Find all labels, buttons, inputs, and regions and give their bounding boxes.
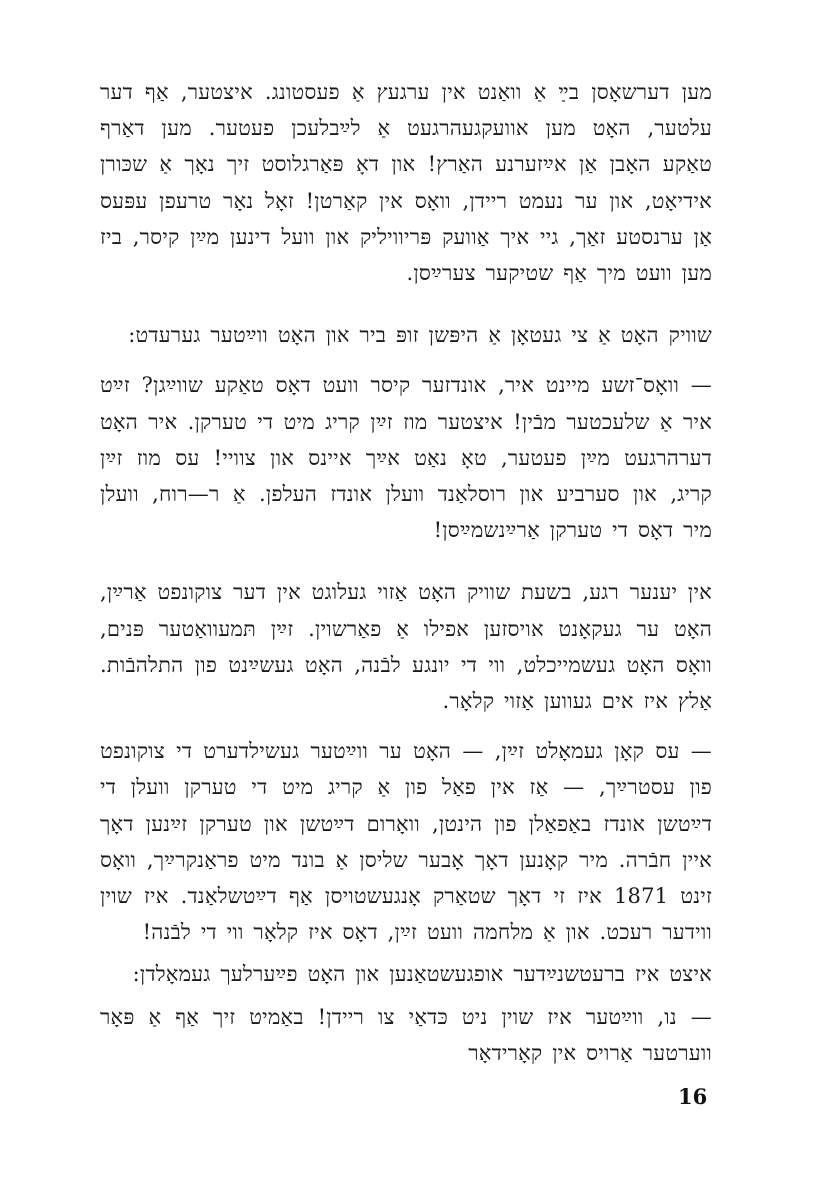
paragraph-7: — נו, ווײַטער איז שוין ניט כּדאַי צו ריידן! באַמיט זיך אַף אַ פּאָר ווערטער אַרויס אין קאָרידאָר [100, 1004, 712, 1065]
paragraph-6: איצט איז ברעטשנײַדער אופגעשטאַנען און האָט פײַערלעך געמאָלדן: [132, 962, 712, 987]
paragraph-1: מען דערשאָסן בײַ אַ וואַנט אין ערגעץ אַ פעסטונג. איצטער, אַף דער עלטער, האָט מען אוועקגעהרגעט אַ לײַבלעכן פעטער. מען דאַרף טאַקע האָבן אַן אײַזערנע האַרץ! און דאָ פּאַרגלוסט זיך נאָך אַ שכּורן אידיאָט, און ער נעמט ריידן, וואָס אין קאַרטן! זאָל נאָר טרעפן עפּעס אַן ערנסטע זאַך, גיי איך אַוועק פּריוויליק און וועל דינען מײַן קיסר, ביז מען וועט מיך אַף שטיקער צערײַסן. [100, 80, 712, 286]
body-text [100, 74, 712, 1071]
page-number: 16 [678, 1084, 708, 1109]
paragraph-5: — עס קאָן געמאָלט זײַן, — האָט ער ווײַטער געשילדערט די צוקונפט פון עסטרײַך, — אַז אין פאַל פון אַ קריג מיט די טערקן וועלן די דײַטשן אונדז באַפאַלן פון הינטן, וואָרום דײַטשן און טערקן זײַנען דאָך איין חבֿרה. מיר קאָנען דאָך אָבער שליסן אַ בונד מיט פראַנקרײַך, וואָס זינט 1871 איז זי דאָך שטאַרק אָנגעשטויסן אַף דײַטשלאַנד. איז שוין ווידער רעכט. און אַ מלחמה וועט זײַן, דאָס איז קלאָר ווי די לבֿנה! [100, 739, 712, 945]
paragraph-3: — וואָס־זשע מיינט איר, אונדזער קיסר וועט דאָס טאַקע שווײַגן? זײַט איר אַ שלעכטער מבֿין! איצטער מוז זײַן קריג מיט די טערקן. איר האָט דערהרגעט מײַן פעטער, טאָ נאַט אײַך איינס און צוויי! עס מוז זײַן קריג, און סערביע און רוסלאַנד וועלן אונדז העלפן. אַ ר—רוח, וועלן מיר דאָס די טערקן אַרײַנשמײַסן! [100, 373, 712, 543]
paragraph-2: שוויק האָט אַ צי געטאָן אַ היפּשן זופּ ביר און האָט ווײַטער גערעדט: [128, 323, 712, 348]
paragraph-4: אין יענער רגע, בשעת שוויק האָט אַזוי געלוגט אין דער צוקונפט אַרײַן, האָט ער געקאָנט אויסזען אפילו אַ פאַרשוין. זײַן תּמעוואַטער פּנים, וואָס האָט געשמייכלט, ווי די יונגע לבֿנה, האָט געשײַנט פון התלהבֿות. אַלץ איז אים געווען אַזוי קלאָר. [100, 580, 712, 714]
